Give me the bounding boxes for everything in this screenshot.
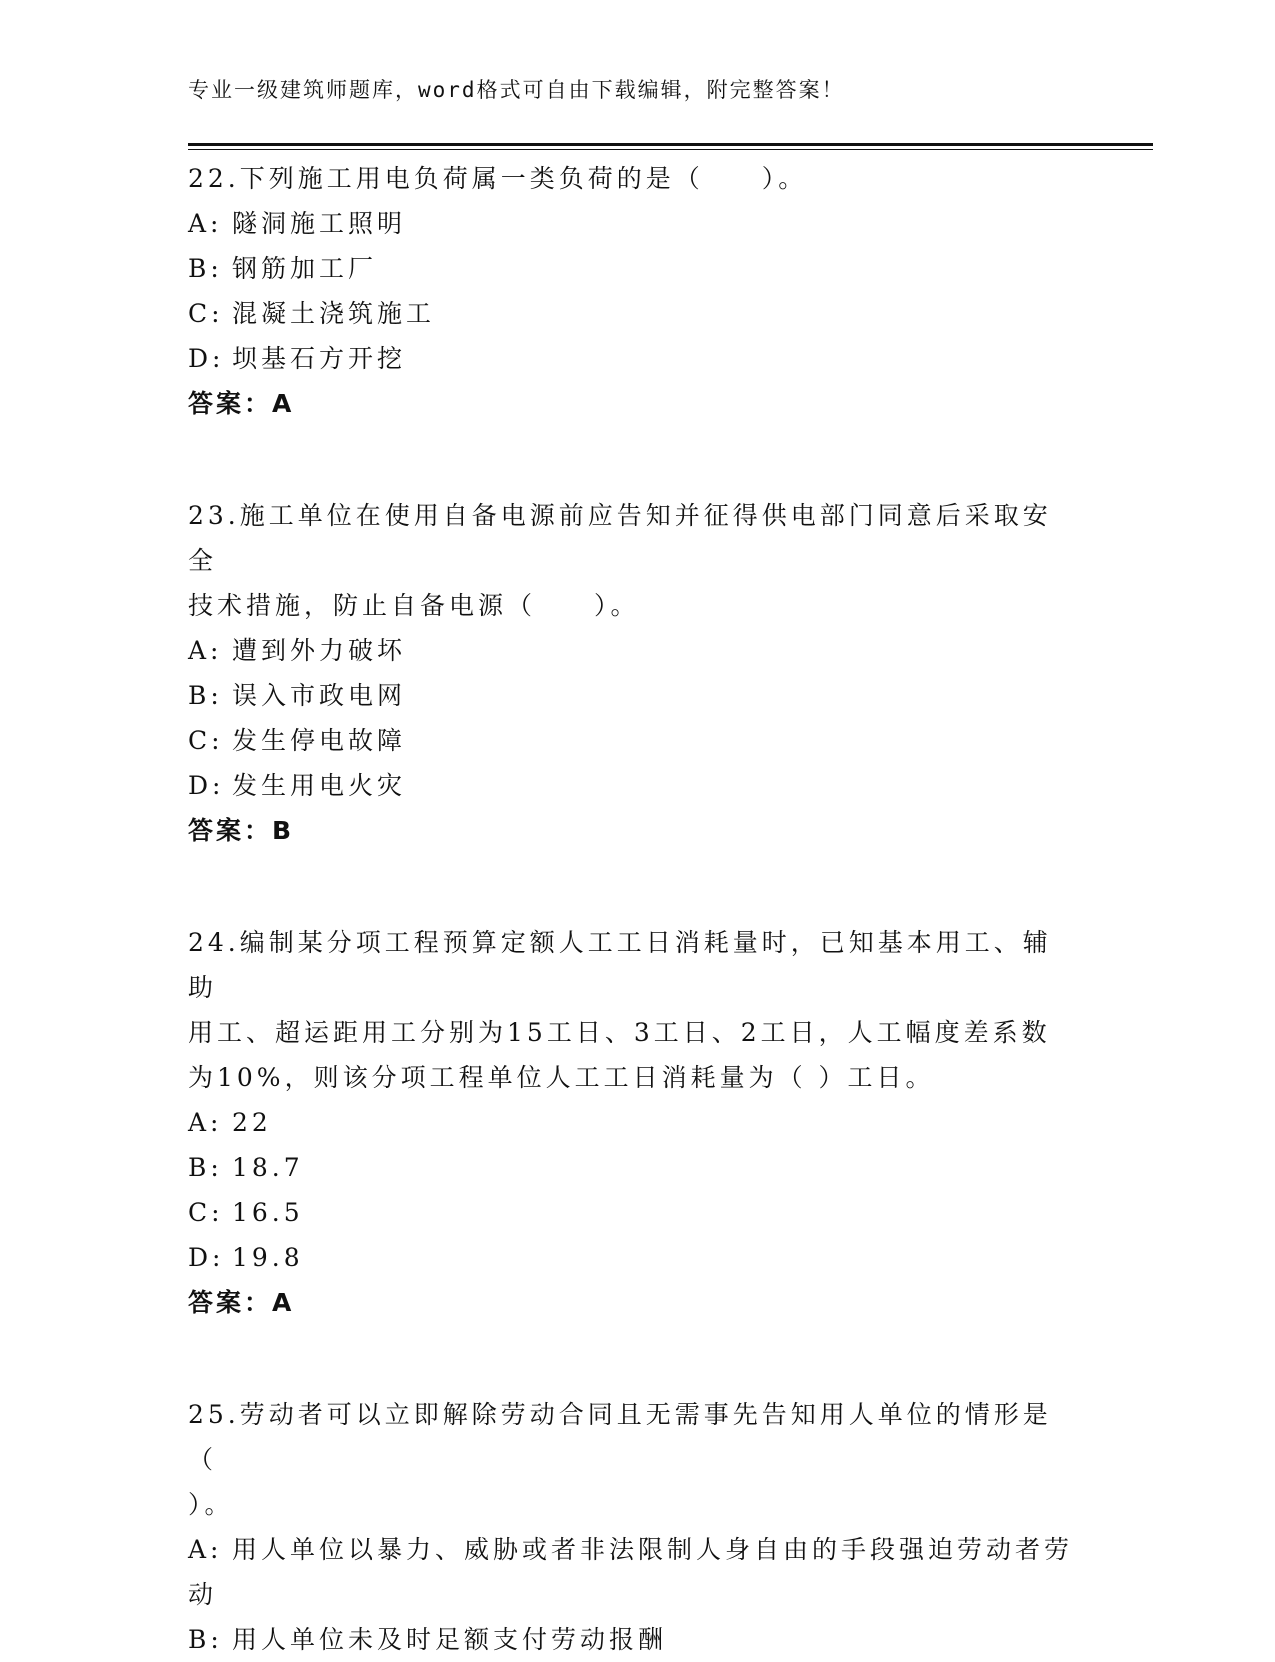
option-key: B: [188,681,223,710]
header-rule-thick [188,143,1153,146]
option-b [188,1617,1073,1662]
option-key: A: [188,1535,223,1564]
option-text: 坝基石方开挖 [232,344,407,373]
question-stem: 用工、超运距用工分别为15工日、3工日、2工日，人工幅度差系数 [188,1018,1051,1047]
question-22 [188,156,1073,426]
option-key: A: [188,209,223,238]
question-spacer [188,898,1073,920]
question-23 [188,493,1073,853]
answer-line: 答案：A [188,389,295,418]
option-key: B: [188,1153,223,1182]
option-text: 隧洞施工照明 [232,209,407,238]
question-stem: 为10%，则该分项工程单位人工工日消耗量为（ ）工日。 [188,1063,935,1092]
option-b [188,246,1073,291]
option-text: 16.5 [232,1198,304,1227]
option-a-continuation: 动 [188,1580,218,1609]
option-d [188,336,1073,381]
option-d [188,763,1073,808]
option-c [188,1190,1073,1235]
option-key: A: [188,636,223,665]
question-25 [188,1392,1073,1662]
option-text: 用人单位以暴力、威胁或者非法限制人身自由的手段强迫劳动者劳 [232,1535,1074,1564]
option-text: 遭到外力破坏 [232,636,407,665]
question-stem: 技术措施，防止自备电源（ ）。 [188,591,640,620]
option-b [188,1145,1073,1190]
option-key: C: [188,299,224,328]
question-stem: 22.下列施工用电负荷属一类负荷的是（ ）。 [188,164,808,193]
option-key: D: [188,771,225,800]
option-text: 19.8 [232,1243,304,1272]
option-b [188,673,1073,718]
question-spacer [188,853,1073,898]
option-a [188,628,1073,673]
option-text: 22 [232,1108,272,1137]
question-stem: ）。 [188,1490,234,1519]
question-stem: 23.施工单位在使用自备电源前应告知并征得供电部门同意后采取安全 [188,501,1052,575]
question-spacer [188,426,1073,471]
option-a [188,201,1073,246]
option-text: 18.7 [232,1153,304,1182]
option-a [188,1527,1073,1572]
question-spacer [188,1370,1073,1392]
option-text: 混凝土浇筑施工 [232,299,436,328]
option-text: 误入市政电网 [232,681,407,710]
option-a [188,1100,1073,1145]
header-rule-thin [188,149,1153,150]
option-key: B: [188,254,223,283]
option-key: C: [188,1198,224,1227]
option-text: 用人单位未及时足额支付劳动报酬 [232,1625,668,1654]
question-spacer [188,1325,1073,1370]
question-spacer [188,471,1073,493]
answer-line: 答案：B [188,816,295,845]
answer-line: 答案：A [188,1288,295,1317]
option-key: A: [188,1108,223,1137]
option-text: 发生用电火灾 [232,771,407,800]
option-key: D: [188,1243,225,1272]
question-stem: 24.编制某分项工程预算定额人工工日消耗量时，已知基本用工、辅助 [188,928,1052,1002]
question-list [188,156,1073,1662]
option-text: 钢筋加工厂 [232,254,378,283]
option-text: 发生停电故障 [232,726,407,755]
question-24 [188,920,1073,1325]
option-c [188,291,1073,336]
option-key: B: [188,1625,223,1654]
option-c [188,718,1073,763]
page-header: 专业一级建筑师题库，word格式可自由下载编辑，附完整答案！ [188,78,845,102]
option-d [188,1235,1073,1280]
option-key: C: [188,726,224,755]
option-key: D: [188,344,225,373]
question-stem: 25.劳动者可以立即解除劳动合同且无需事先告知用人单位的情形是（ [188,1400,1052,1474]
